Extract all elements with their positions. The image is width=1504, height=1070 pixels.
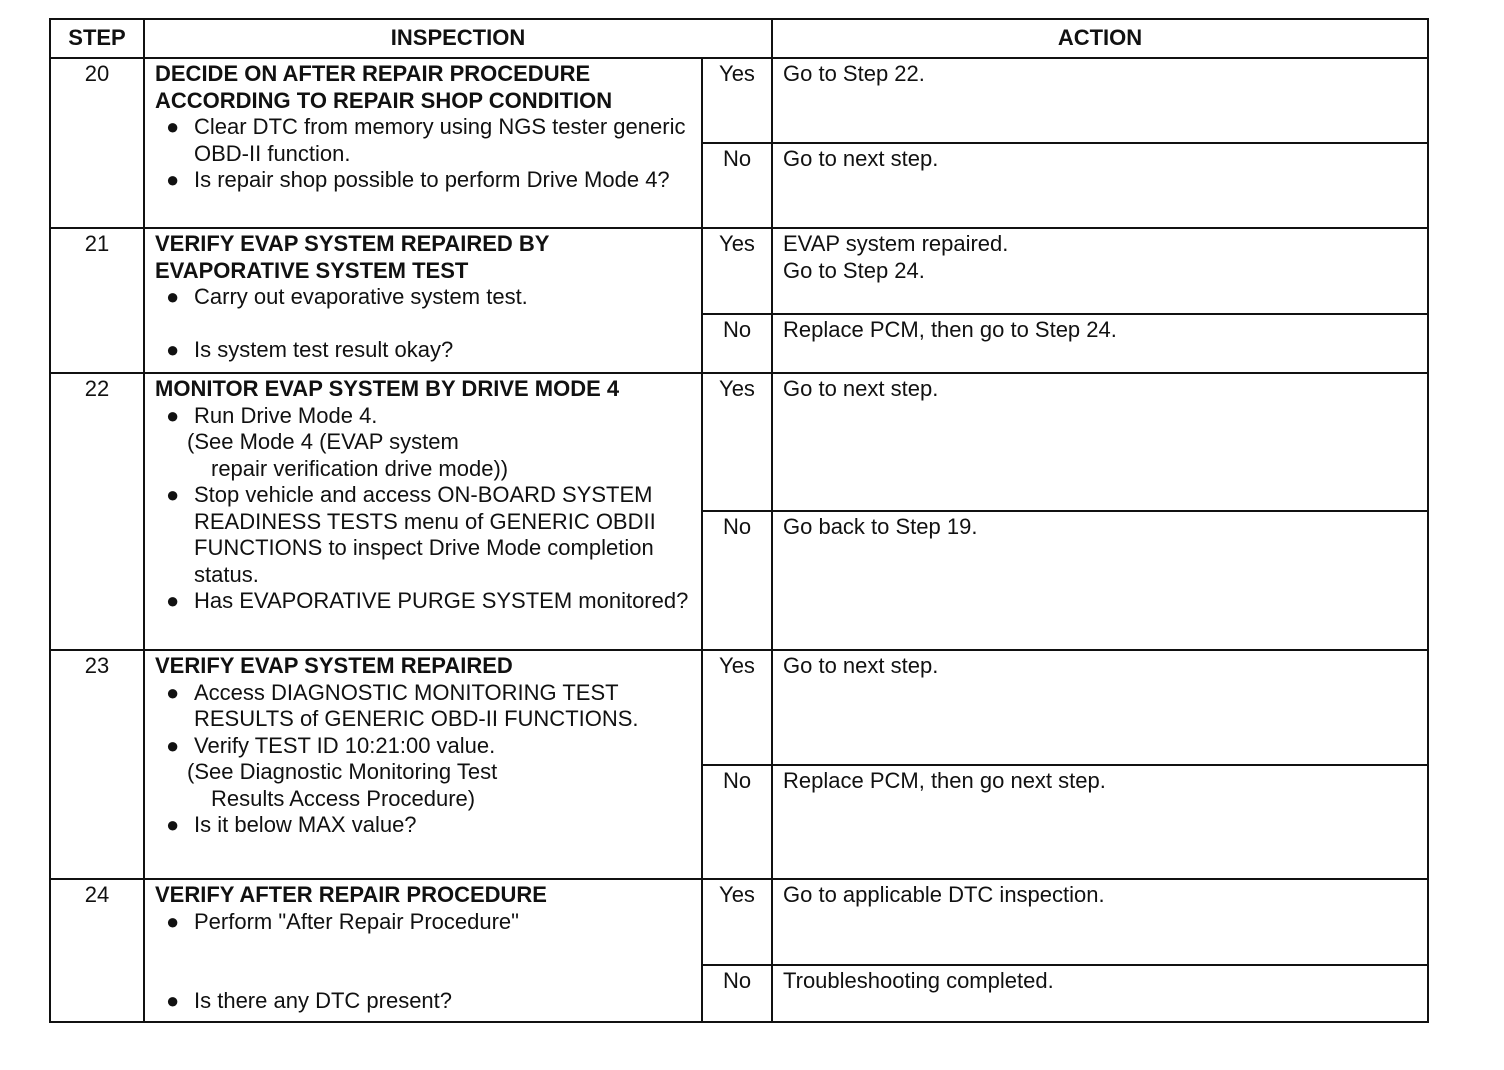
answer-no: No [702, 143, 772, 228]
inspection-cell [144, 650, 702, 879]
list-item: ● Has EVAPORATIVE PURGE SYSTEM monitored? [166, 588, 689, 613]
answer-yes: Yes [702, 373, 772, 511]
inspection-title: VERIFY EVAP SYSTEM REPAIRED BY EVAPORATIVE SYSTEM TEST [155, 231, 550, 283]
list-item: ● Clear DTC from memory using NGS tester generic OBD-II function. [166, 114, 686, 166]
action-yes: EVAP system repaired. Go to Step 24. [772, 228, 1428, 314]
inspection-bullets [155, 403, 693, 615]
inspection-title: DECIDE ON AFTER REPAIR PROCEDURE ACCORDING TO REPAIR SHOP CONDITION [155, 61, 613, 113]
list-item: ● Is it below MAX value? [166, 812, 417, 837]
inspection-cell [144, 373, 702, 650]
bullet-icon: ● [166, 588, 180, 613]
list-item: ● Stop vehicle and access ON-BOARD SYSTEM READINESS TESTS menu of GENERIC OBDII FUNCTIONS to inspect Drive Mode completion status. [166, 482, 656, 587]
step-number: 24 [50, 879, 144, 1022]
list-item: ● Run Drive Mode 4. (See Mode 4 (EVAP system repair verification drive mode)) [155, 403, 693, 483]
table-row [50, 373, 1428, 511]
inspection-cell [144, 58, 702, 228]
bullet-icon: ● [166, 812, 180, 837]
bullet-icon: ● [166, 988, 180, 1013]
step-number: 21 [50, 228, 144, 373]
list-item: ● Verify TEST ID 10:21:00 value. (See Diagnostic Monitoring Test Results Access Procedure) [155, 733, 693, 813]
inspection-title: VERIFY AFTER REPAIR PROCEDURE [155, 882, 547, 907]
bullet-icon: ● [166, 402, 180, 428]
bullet-icon: ● [166, 482, 180, 507]
inspection-cell [144, 228, 702, 373]
inspection-cell [144, 879, 702, 1022]
list-item: ● Access DIAGNOSTIC MONITORING TEST RESULTS of GENERIC OBD-II FUNCTIONS. [166, 679, 639, 731]
action-no: Go to next step. [772, 143, 1428, 228]
step-number: 23 [50, 650, 144, 879]
action-no: Troubleshooting completed. [772, 965, 1428, 1022]
inspection-title: MONITOR EVAP SYSTEM BY DRIVE MODE 4 [155, 376, 620, 401]
inspection-table [49, 18, 1429, 1023]
answer-no: No [702, 965, 772, 1022]
list-item: ● Is repair shop possible to perform Drive Mode 4? [166, 167, 670, 192]
bullet-icon: ● [166, 732, 180, 758]
header-step: STEP [50, 19, 144, 58]
inspection-bullets [155, 114, 693, 194]
list-item: ● Perform "After Repair Procedure" [166, 908, 519, 934]
header-inspection: INSPECTION [144, 19, 772, 58]
bullet-icon: ● [166, 336, 180, 362]
inspection-title: VERIFY EVAP SYSTEM REPAIRED [155, 653, 513, 678]
table-row [50, 650, 1428, 765]
bullet-icon: ● [166, 679, 180, 705]
header-action: ACTION [772, 19, 1428, 58]
action-no: Go back to Step 19. [772, 511, 1428, 650]
table-row [50, 879, 1428, 965]
answer-no: No [702, 314, 772, 373]
list-item: ● Carry out evaporative system test. [166, 284, 528, 309]
table-row [50, 58, 1428, 143]
action-yes: Go to applicable DTC inspection. [772, 879, 1428, 965]
reference-note: (See Diagnostic Monitoring Test Results Access Procedure) [187, 759, 498, 811]
bullet-icon: ● [166, 284, 180, 309]
answer-yes: Yes [702, 650, 772, 765]
inspection-bullets [155, 909, 693, 1015]
list-item: ● Is there any DTC present? [166, 988, 453, 1013]
action-yes: Go to next step. [772, 650, 1428, 765]
step-number: 22 [50, 373, 144, 650]
list-item: ● Is system test result okay? [166, 336, 454, 362]
inspection-bullets [155, 680, 693, 839]
action-no: Replace PCM, then go next step. [772, 765, 1428, 879]
bullet-icon: ● [166, 114, 180, 139]
action-yes: Go to Step 22. [772, 58, 1428, 143]
answer-yes: Yes [702, 879, 772, 965]
answer-no: No [702, 511, 772, 650]
bullet-icon: ● [166, 908, 180, 934]
action-no: Replace PCM, then go to Step 24. [772, 314, 1428, 373]
reference-note: (See Mode 4 (EVAP system repair verification drive mode)) [187, 429, 509, 481]
inspection-bullets [155, 284, 693, 363]
answer-yes: Yes [702, 58, 772, 143]
action-yes: Go to next step. [772, 373, 1428, 511]
answer-no: No [702, 765, 772, 879]
header-row [50, 19, 1428, 58]
answer-yes: Yes [702, 228, 772, 314]
bullet-icon: ● [166, 167, 180, 192]
step-number: 20 [50, 58, 144, 228]
table-row [50, 228, 1428, 314]
